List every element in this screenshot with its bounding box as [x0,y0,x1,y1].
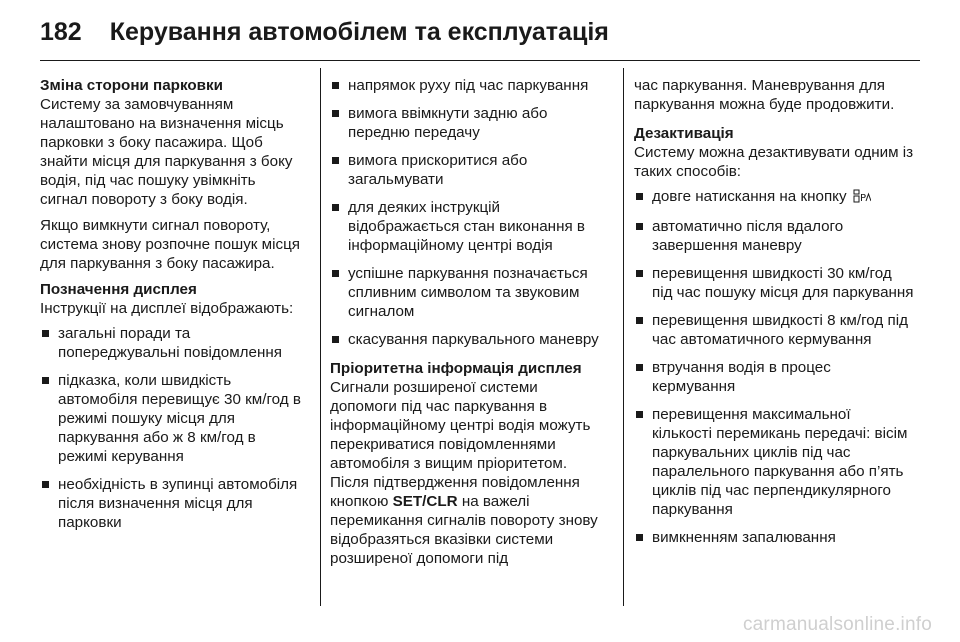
header-divider [40,60,920,61]
bullet-list [634,187,914,547]
list-item: напрямок руху під час паркування [330,76,605,95]
list-item [634,187,914,208]
paragraph-text: на важелі перемикання сигналів повороту знову відобразяться вказівки системи розширеної допомоги під [330,493,598,567]
list-item: необхідність в зупинці автомобіля після визначення місця для парковки [40,475,302,532]
column-divider-1 [320,68,321,606]
list-item: успішне паркування позначається спливним символом та звуковим сигналом [330,264,605,321]
list-item: вимога прискоритися або загальмувати [330,151,605,189]
paragraph [330,378,605,568]
list-item: автоматично після вдалого завершення маневру [634,217,914,255]
paragraph: Якщо вимкнути сигнал повороту, система знову розпочне пошук місця для паркування з боку пасажира. [40,217,300,272]
list-item: перевищення максимальної кількості перемикань передачі: вісім паркувальних циклів під час паралельного паркування або п’ять циклів під час перпендикулярного паркування [634,405,914,519]
list-item-text: довге натискання на кнопку [652,188,847,205]
watermark: carmanualsonline.info [742,614,932,635]
section-heading-display: Позначення дисплея [40,281,197,298]
bullet-list [330,76,605,349]
list-item: загальні поради та попереджувальні повідомлення [40,324,302,362]
page-header [40,12,609,52]
svg-text:P: P [859,193,866,203]
column-3 [634,76,914,556]
list-item: перевищення швидкості 8 км/год під час автоматичного кермування [634,311,914,349]
section-heading-change-side: Зміна сторони парковки [40,77,223,94]
column-divider-2 [623,68,624,606]
column-2 [330,76,605,575]
paragraph: Систему можна дезактивувати одним із таких способів: [634,144,914,180]
list-item: перевищення швидкості 30 км/год під час пошуку місця для паркування [634,264,914,302]
list-item: вимкненням запалювання [634,528,914,547]
column-1 [40,76,302,541]
paragraph-continued: час паркування. Маневрування для паркування можна буде продовжити. [634,77,895,113]
list-item: скасування паркувального маневру [330,330,605,349]
paragraph: Систему за замовчуванням налаштовано на визначення місць парковки з боку пасажира. Щоб знайти місця для паркування з боку водія, під час пошуку увімкніть сигнал повороту з боку водія. [40,96,293,208]
list-item: підказка, коли швидкість автомобіля перевищує 30 км/год в режимі пошуку місця для паркування або ж 8 км/год в режимі керування [40,371,302,466]
section-heading-deactivation: Дезактивація [634,125,734,142]
set-clr-button-label: SET/CLR [392,493,458,510]
paragraph-text: Сигнали розширеної системи допомоги під час паркування в інформаційному центрі водія можуть перекриватися повідомленнями автомобіля з вищим пріоритетом. Після підтвердження повідомлення кнопкою [330,379,591,510]
page-title: Керування автомобілем та експлуатація [109,17,609,46]
paragraph: Інструкції на дисплеї відображають: [40,300,294,317]
list-item: вимога ввімкнути задню або передню передачу [330,104,605,142]
section-heading-priority: Пріоритетна інформація дисплея [330,360,582,377]
parking-assist-icon [853,189,871,208]
list-item: для деяких інструкцій відображається стан виконання в інформаційному центрі водія [330,198,605,255]
page-number: 182 [40,17,82,46]
list-item: втручання водія в процес кермування [634,358,914,396]
bullet-list [40,324,302,532]
